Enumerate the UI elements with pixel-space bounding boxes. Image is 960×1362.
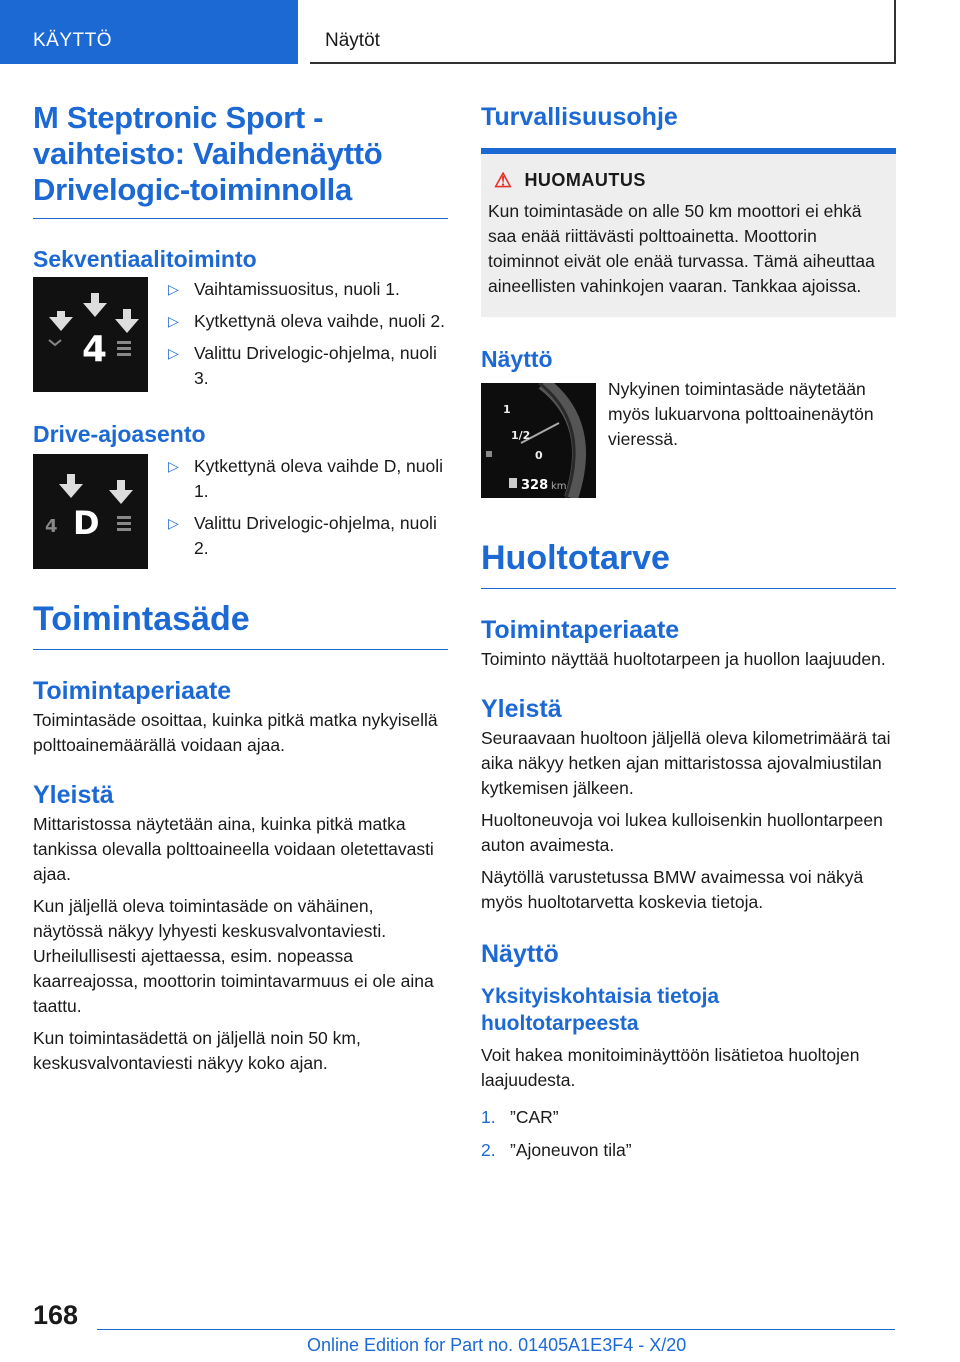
service-rule: [481, 588, 896, 589]
service-principle-text: Toiminto näyttää huoltotarpeen ja huollon laajuuden.: [481, 649, 886, 669]
note-text: Kun toimintasäde on alle 50 km moottori ei ehkä saa enää riittävästi polttoainetta. Moottorin toiminnot eivät ole enää turvassa. Tämä aiheuttaa aineellisten vahinkojen vaaran. Tankkaa ajoissa.: [488, 201, 875, 296]
range-general-p1: Mittaristossa näytetään aina, kuinka pitkä matka tankissa olevalla polttoaineella voidaan oletettavasti ajaa.: [33, 814, 434, 884]
note-title: HUOMAUTUS: [524, 170, 646, 190]
svg-text:3: 3: [122, 316, 129, 327]
page-title: M Steptronic Sport - vaihteisto: Vaihdenäyttö Drivelogic-toiminnolla: [33, 100, 383, 207]
drive-section: [33, 454, 448, 569]
service-principle-heading: Toimintaperiaate: [481, 616, 680, 644]
triangle-bullet-icon: ▷: [168, 458, 179, 474]
svg-text:1: 1: [57, 310, 64, 321]
list-item: 2. ”Ajoneuvon tila”: [481, 1140, 632, 1160]
fuel-gauge-graphic: [481, 383, 596, 498]
range-heading: Toimintasäde: [33, 600, 250, 638]
display-text: Nykyinen toimintasäde näytetään myös lukuarvona polttoainenäytön vieressä.: [608, 379, 874, 449]
drive-list: [168, 454, 448, 569]
service-heading: Huoltotarve: [481, 539, 670, 577]
svg-text:2: 2: [90, 303, 97, 314]
chapter-label: Näytöt: [325, 30, 380, 51]
page-number: 168: [33, 1300, 79, 1330]
svg-text:1: 1: [503, 403, 511, 416]
svg-text:D: D: [73, 504, 100, 542]
right-column: [481, 102, 896, 1171]
list-item: ▷ Kytkettynä oleva vaihde D, nuoli 1.: [168, 456, 444, 501]
fuel-gauge-image: [481, 383, 596, 498]
drivelogic-bars-icon: [117, 516, 131, 531]
drivelogic-bars-icon: [117, 341, 131, 356]
service-general-p1: Seuraavaan huoltoon jäljellä oleva kilometrimäärä tai aika näkyy hetken ajan mittaristossa ajovalmiustilan kytkemisen jälkeen.: [481, 728, 891, 798]
fuel-pump-icon: [486, 451, 492, 457]
range-general-p2: Kun jäljellä oleva toimintasäde on vähäinen, näytössä näkyy lyhyesti keskusvalvontaviesti. Urheilullisesti ajettaessa, esim. nopeassa kaarreajossa, moottorin toimintavarmuus ei ole aina taattu.: [33, 896, 434, 1016]
service-details-text: Voit hakea monitoiminäyttöön lisätietoa huoltojen laajuudesta.: [481, 1045, 860, 1090]
list-item: ▷ Valittu Drivelogic-ohjelma, nuoli 2.: [168, 513, 437, 558]
list-item: 1. ”CAR”: [481, 1107, 559, 1127]
section-label: KÄYTTÖ: [33, 30, 113, 51]
drive-gear-image: [33, 454, 148, 569]
section-tab: [0, 0, 298, 64]
svg-text:2: 2: [116, 488, 123, 499]
edition-text: Online Edition for Part no. 01405A1E3F4 - X/20: [307, 1335, 687, 1355]
list-item: ▷ Valittu Drivelogic-ohjelma, nuoli 3.: [168, 343, 437, 388]
range-principle-heading: Toimintaperiaate: [33, 677, 232, 705]
fuel-pump-icon: [509, 478, 517, 488]
gear-display-graphic: [33, 277, 148, 392]
triangle-bullet-icon: ▷: [168, 281, 179, 297]
warning-triangle-icon: ⚠: [494, 170, 513, 192]
service-general-p3: Näytöllä varustetussa BMW avaimessa voi näkyä myös huoltotarvetta koskevia tietoja.: [481, 867, 864, 912]
display-heading: Näyttö: [481, 346, 553, 372]
svg-text:0: 0: [535, 449, 543, 462]
range-principle-text: Toimintasäde osoittaa, kuinka pitkä matka nykyisellä polttoainemäärällä voidaan ajaa.: [33, 710, 438, 755]
service-details-heading: Yksityiskohtaisia tietoja huoltotarpeesta: [481, 985, 720, 1035]
drive-heading: Drive-ajoasento: [33, 421, 206, 447]
gear-display-graphic: [33, 454, 148, 569]
range-general-heading: Yleistä: [33, 781, 114, 809]
sequential-heading: Sekventiaalitoiminto: [33, 246, 257, 272]
svg-text:1/2: 1/2: [511, 429, 531, 442]
service-general-p2: Huoltoneuvoja voi lukea kulloisenkin huollontarpeen auton avaimesta.: [481, 810, 883, 855]
chapter-tab: [310, 0, 896, 64]
svg-text:4: 4: [82, 329, 108, 370]
safety-heading: Turvallisuusohje: [481, 103, 678, 131]
sequential-section: [33, 277, 448, 398]
svg-text:km: km: [551, 481, 567, 492]
triangle-bullet-icon: ▷: [168, 313, 179, 329]
display-section: [481, 379, 896, 498]
triangle-bullet-icon: ▷: [168, 515, 179, 531]
svg-text:328: 328: [521, 478, 549, 493]
sequential-gear-image: [33, 277, 148, 392]
range-rule: [33, 649, 448, 650]
list-item: ▷ Kytkettynä oleva vaihde, nuoli 2.: [168, 309, 448, 334]
sequential-list: [168, 277, 448, 398]
service-display-heading: Näyttö: [481, 940, 559, 968]
warning-note: [481, 154, 896, 317]
range-general-p3: Kun toimintasädettä on jäljellä noin 50 km, keskusvalvontaviesti näkyy koko ajan.: [33, 1028, 361, 1073]
service-general-heading: Yleistä: [481, 695, 562, 723]
svg-text:1: 1: [66, 482, 73, 493]
svg-text:4: 4: [45, 516, 58, 537]
left-column: [33, 100, 448, 1076]
steps-list: [481, 1105, 896, 1163]
list-item: ▷ Vaihtamissuositus, nuoli 1.: [168, 277, 448, 302]
title-rule: [33, 218, 448, 219]
footer-rule: [97, 1329, 895, 1330]
triangle-bullet-icon: ▷: [168, 345, 179, 361]
